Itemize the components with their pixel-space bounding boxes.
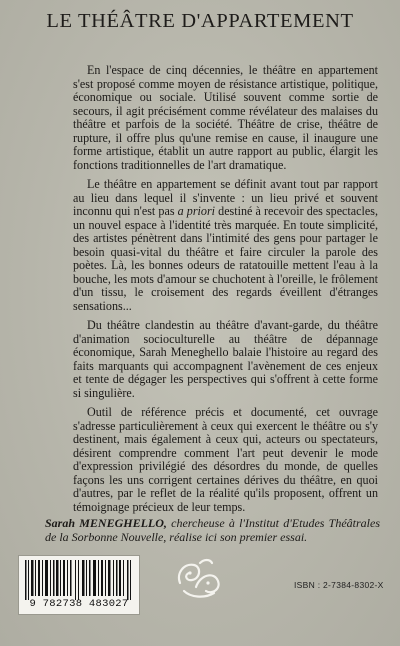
- blurb-paragraph-2: Le théâtre en appartement se définit avant tout par rapport au lieu dans lequel il s'invente : un lieu privé et souvent inconnu qui n'est pas a priori destiné à recevoir des spectacles, un nouvel espace à l'identité très marquée. En toute simplicité, des artistes pénètrent dans l'intimité des gens pour partager le besoin quasi-vital du théâtre et faire circuler la parole des poètes. Là, les bonnes odeurs de ratatouille mettent l'eau à la bouche, les mots d'amour se chuchotent à l'oreille, le frôlement d'un tissu, le croisement des regards éveillent d'étranges sensations...: [73, 177, 378, 313]
- blurb-paragraph-4: Outil de référence précis et documenté, cet ouvrage s'adresse particulièrement à ceux qui exercent le théâtre ou s'y destinent, mais également à ceux qui, acteurs ou spectateurs, désirent comprendre comment l'art peut devenir le mode d'expression privilégié des désordres du monde, de quelles façons les uns corrigent certaines dérives du théâtre, en quoi d'autres, par le reflet de la réalité qu'ils proposent, offrent un témoignage précieux de leur temps.: [73, 405, 378, 514]
- publisher-logo-icon: [170, 553, 228, 603]
- latin-phrase: a priori: [177, 204, 216, 218]
- book-title: LE THÉÂTRE D'APPARTEMENT: [46, 10, 354, 32]
- barcode-bars: [25, 560, 133, 600]
- author-name: Sarah MENEGHELLO,: [45, 516, 167, 530]
- barcode-icon: [18, 555, 140, 615]
- author-description: chercheuse à l'Institut d'Etudes Théâtrales de la Sorbonne Nouvelle, réalise ici son premier essai.: [45, 516, 380, 544]
- isbn-number: ISBN : 2-7384-8302-X: [294, 580, 384, 590]
- blurb-paragraph-3: Du théâtre clandestin au théâtre d'avant-garde, du théâtre d'animation socioculturelle au théâtre de dépannage économique, Sarah Meneghello balaie l'histoire au regard des faits marquants qui accompagnent l'avènement de ces enjeux et tente de dégager les perspectives qui s'offrent à cette forme si singulière.: [73, 318, 378, 400]
- author-bio: [45, 517, 380, 545]
- blurb: [73, 64, 378, 520]
- barcode-number: 9 782738 483027: [29, 598, 129, 610]
- blurb-paragraph-1: En l'espace de cinq décennies, le théâtre en appartement s'est proposé comme moyen de résistance artistique, politique, économique ou sociale. Utilisé souvent comme sortie de secours, il agit précisément comme révélateur des malaises du théâtre et parfois de la société. Théâtre de crise, théâtre de rupture, il offre plus qu'une remise en cause, il inaugure une forme artistique, établit un autre rapport au public, élargit les fonctions traditionnelles de l'art dramatique.: [73, 63, 378, 172]
